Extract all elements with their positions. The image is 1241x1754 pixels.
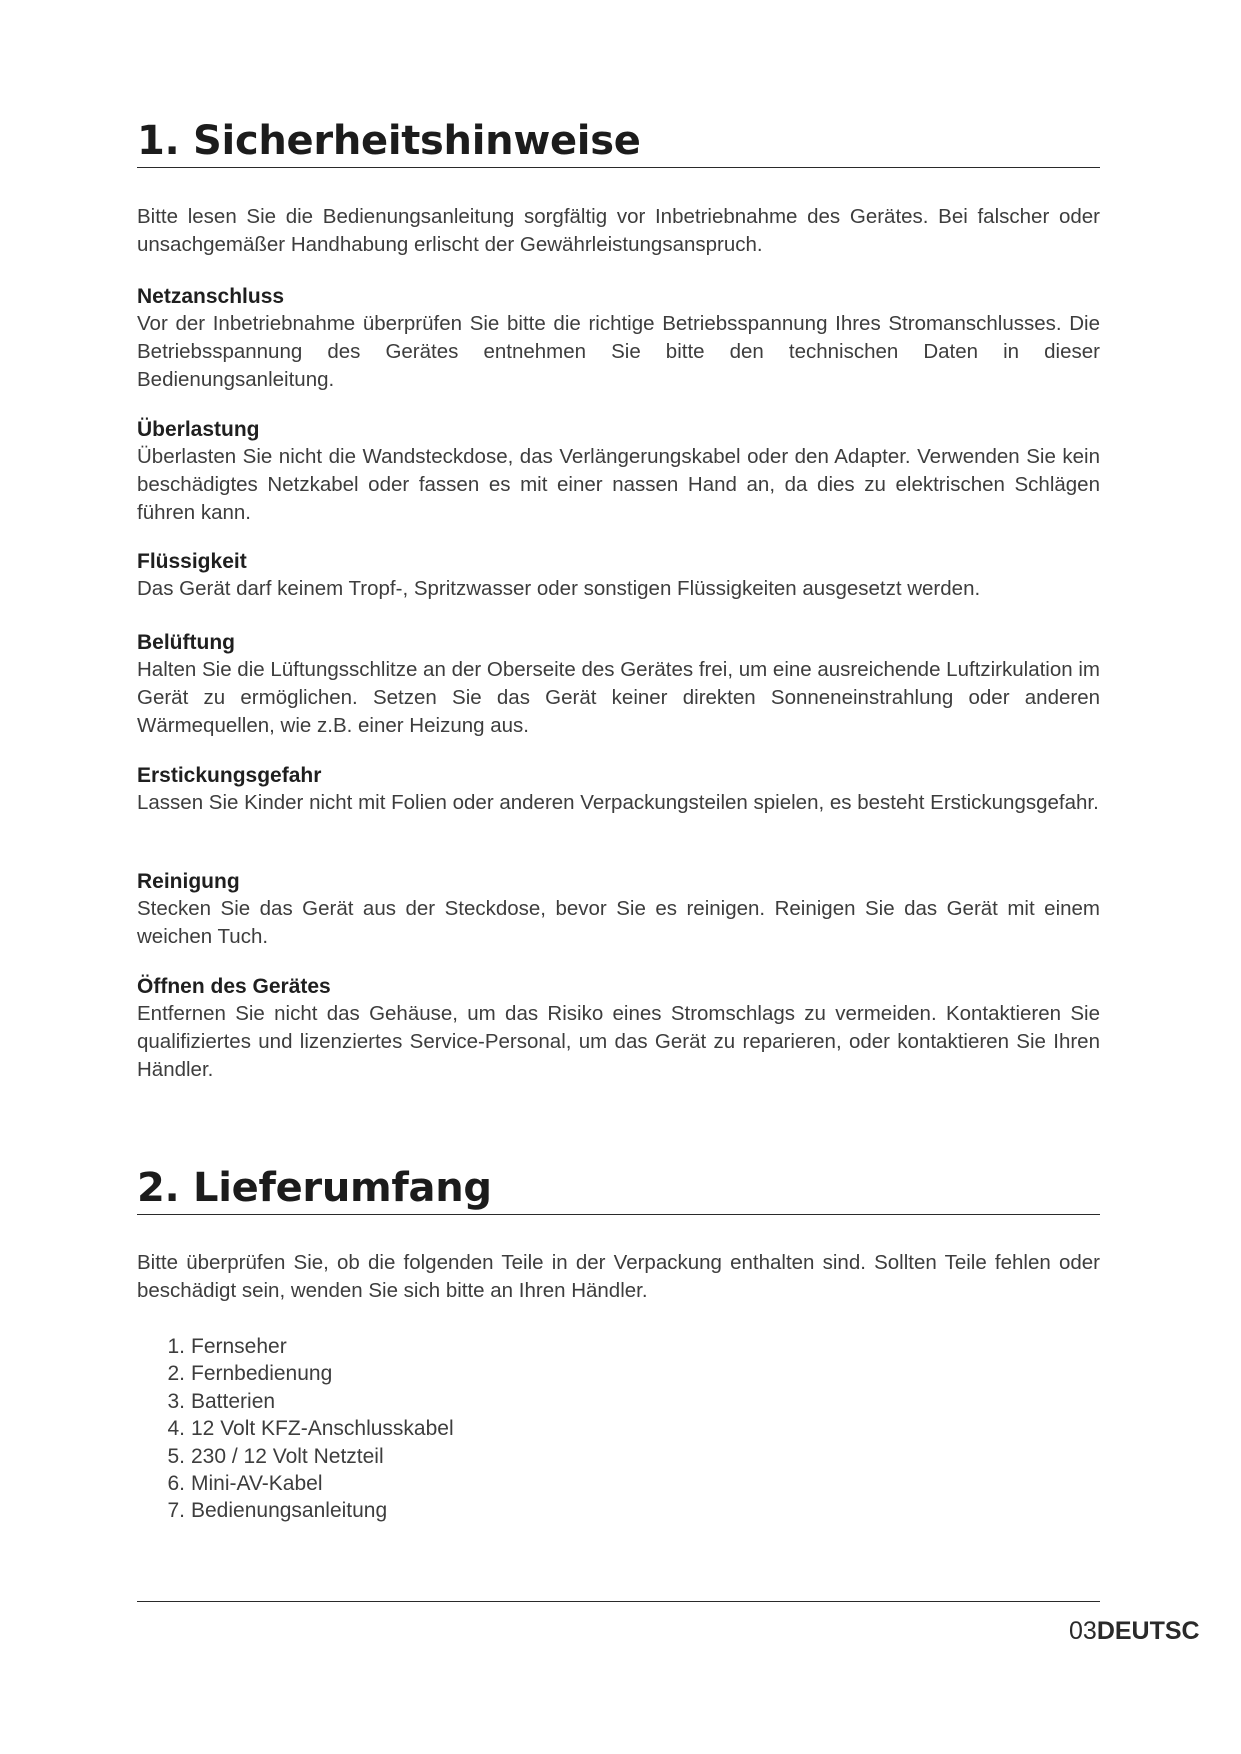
list-item xyxy=(137,1443,454,1470)
footer-divider xyxy=(137,1601,1100,1602)
list-item xyxy=(137,1388,454,1415)
list-item xyxy=(137,1497,454,1524)
block-heading: Überlastung xyxy=(137,418,260,441)
block-text: Entfernen Sie nicht das Gehäuse, um das Risiko eines Stromschlags zu vermeiden. Kontaktieren Sie qualifiziertes und lizenziertes Service-Personal, um das Gerät zu reparieren, oder kontaktieren Sie Ihren Händler. xyxy=(137,1002,1100,1081)
list-item xyxy=(137,1333,454,1360)
list-item-label: Fernseher xyxy=(191,1335,287,1358)
safety-block-erstickungsgefahr xyxy=(137,762,1100,817)
block-text: Das Gerät darf keinem Tropf-, Spritzwasser oder sonstigen Flüssigkeiten ausgesetzt werden. xyxy=(137,577,981,600)
block-heading: Flüssigkeit xyxy=(137,550,247,573)
safety-block-netzanschluss xyxy=(137,283,1100,394)
list-item xyxy=(137,1415,454,1442)
footer-page-label xyxy=(1069,1614,1200,1648)
block-heading: Netzanschluss xyxy=(137,285,285,308)
language-label: DEUTSC xyxy=(1096,1617,1200,1645)
list-item-number: 7. xyxy=(167,1499,185,1523)
safety-block-oeffnen xyxy=(137,973,1100,1084)
list-item xyxy=(137,1470,454,1497)
block-text: Lassen Sie Kinder nicht mit Folien oder anderen Verpackungsteilen spielen, es besteht Erstickungsgefahr. xyxy=(137,791,1099,814)
list-item-label: 12 Volt KFZ-Anschlusskabel xyxy=(191,1417,454,1441)
block-heading: Öffnen des Gerätes xyxy=(137,975,331,998)
safety-block-belueftung xyxy=(137,629,1100,740)
list-item-number: 1. xyxy=(167,1335,185,1358)
section-title-safety: 1. Sicherheitshinweise xyxy=(137,117,1100,168)
page-number: 03 xyxy=(1069,1617,1097,1645)
block-text: Vor der Inbetriebnahme überprüfen Sie bitte die richtige Betriebsspannung Ihres Stromanschlusses. Die Betriebsspannung des Gerätes entnehmen Sie bitte den technischen Daten in dieser Bedienungsanleitung. xyxy=(137,312,1100,391)
block-text: Halten Sie die Lüftungsschlitze an der Oberseite des Gerätes frei, um eine ausreichende Luftzirkulation im Gerät zu ermöglichen. Setzen Sie das Gerät keiner direkten Sonneneinstrahlung oder anderen Wärmequellen, wie z.B. einer Heizung aus. xyxy=(137,658,1100,737)
safety-block-ueberlastung xyxy=(137,416,1100,527)
safety-block-reinigung xyxy=(137,868,1100,951)
safety-block-fluessigkeit xyxy=(137,548,1100,603)
list-item-label: Mini-AV-Kabel xyxy=(191,1472,323,1496)
list-item-label: Fernbedienung xyxy=(191,1362,333,1386)
list-item-number: 3. xyxy=(167,1389,185,1413)
list-item-label: 230 / 12 Volt Netzteil xyxy=(191,1444,384,1468)
list-item-number: 5. xyxy=(167,1444,185,1468)
safety-intro: Bitte lesen Sie die Bedienungsanleitung sorgfältig vor Inbetriebnahme des Gerätes. Bei falscher oder unsachgemäßer Handhabung erlischt der Gewährleistungsanspruch. xyxy=(137,205,1100,256)
section-title-scope-of-delivery: 2. Lieferumfang xyxy=(137,1164,1100,1215)
block-heading: Belüftung xyxy=(137,631,235,654)
block-text: Überlasten Sie nicht die Wandsteckdose, das Verlängerungskabel oder den Adapter. Verwenden Sie kein beschädigtes Netzkabel oder fassen es mit einer nassen Hand an, da dies zu elektrischen Schlägen führen kann. xyxy=(137,445,1100,524)
parts-list xyxy=(137,1333,454,1525)
block-heading: Reinigung xyxy=(137,870,240,893)
list-item-number: 2. xyxy=(167,1362,185,1386)
list-item xyxy=(137,1360,454,1387)
block-text: Stecken Sie das Gerät aus der Steckdose, bevor Sie es reinigen. Reinigen Sie das Gerät mit einem weichen Tuch. xyxy=(137,897,1100,948)
list-item-number: 6. xyxy=(167,1472,185,1496)
list-item-label: Batterien xyxy=(191,1389,276,1413)
block-heading: Erstickungsgefahr xyxy=(137,764,322,787)
list-item-label: Bedienungsanleitung xyxy=(191,1499,388,1523)
list-item-number: 4. xyxy=(167,1417,185,1441)
delivery-intro: Bitte überprüfen Sie, ob die folgenden Teile in der Verpackung enthalten sind. Sollten Teile fehlen oder beschädigt sein, wenden Sie sich bitte an Ihren Händler. xyxy=(137,1251,1100,1302)
